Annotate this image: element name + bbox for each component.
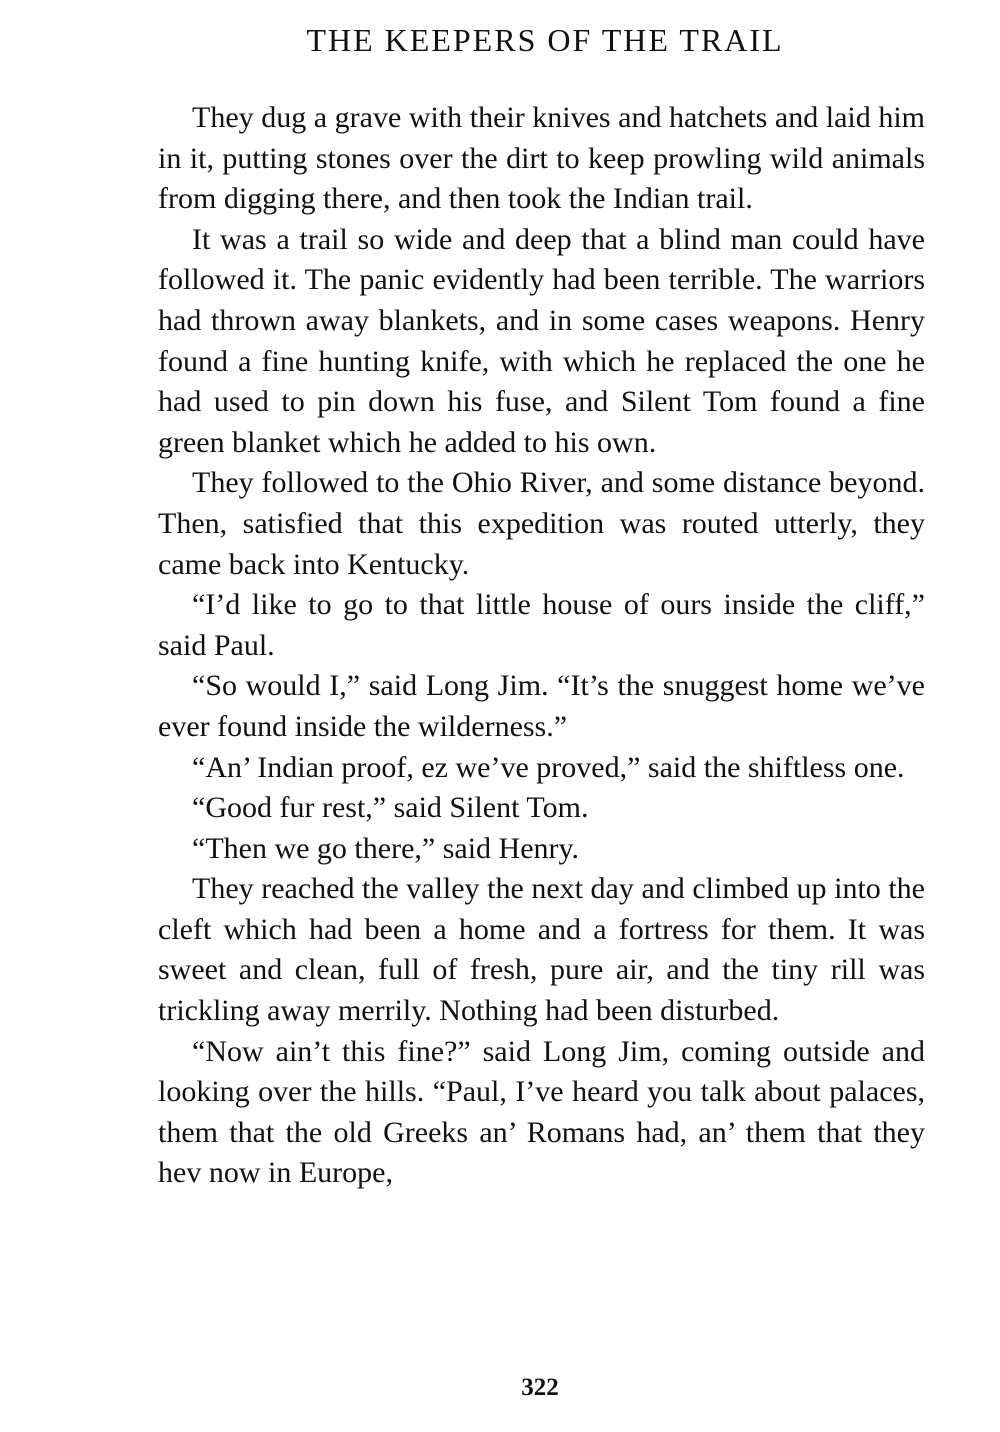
paragraph-8: “Then we go there,” said Henry. <box>192 831 580 865</box>
paragraph-9: They reached the valley the next day and climbed up into the cleft which had been a home and a fortress for them. It was sweet and clean, full of fresh, pure air, and the tiny rill was trickling away merrily. Nothing had been disturbed. <box>158 872 925 1028</box>
paragraph-6: “An’ Indian proof, ez we’ve proved,” said the shiftless one. <box>192 750 905 784</box>
paragraph-4: “I’d like to go to that little house of ours inside the cliff,” said Paul. <box>158 588 925 662</box>
body-text <box>158 98 925 1194</box>
paragraph-10: “Now ain’t this fine?” said Long Jim, coming outside and looking over the hills. “Paul, I’ve heard you talk about palaces, them that the old Greeks an’ Romans had, an’ them that they hev now in Europe, <box>158 1034 925 1190</box>
paragraph-2: It was a trail so wide and deep that a blind man could have followed it. The panic evidently had been terrible. The warriors had thrown away blankets, and in some cases weapons. Henry found a fine hunting knife, with which he replaced the one he had used to pin down his fuse, and Silent Tom found a fine green blanket which he added to his own. <box>158 222 925 459</box>
paragraph-1: They dug a grave with their knives and hatchets and laid him in it, putting stones over the dirt to keep prowling wild animals from digging there, and then took the Indian trail. <box>158 101 925 216</box>
running-head: THE KEEPERS OF THE TRAIL <box>306 22 784 58</box>
paragraph-5: “So would I,” said Long Jim. “It’s the snuggest home we’ve ever found inside the wilderness.” <box>158 669 925 743</box>
paragraph-3: They followed to the Ohio River, and some distance beyond. Then, satisfied that this expedition was routed utterly, they came back into Kentucky. <box>158 466 925 581</box>
page-number: 322 <box>521 1374 559 1401</box>
paragraph-7: “Good fur rest,” said Silent Tom. <box>192 791 589 825</box>
